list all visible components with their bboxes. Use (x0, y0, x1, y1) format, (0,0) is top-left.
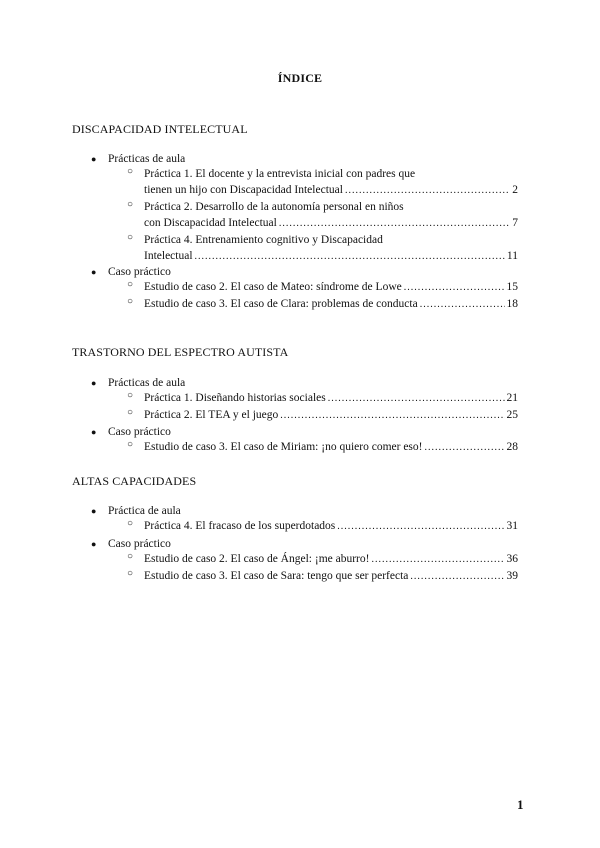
dot-leader (404, 280, 505, 296)
bullet-icon: ● (91, 267, 97, 277)
dot-leader (337, 519, 504, 535)
circle-bullet-icon: ○ (127, 199, 134, 210)
toc-page-number: 18 (506, 298, 518, 310)
toc-entry-text: Práctica 4. El fracaso de los superdotados (144, 520, 336, 532)
group-label (91, 505, 181, 517)
dot-leader (410, 569, 504, 585)
dot-leader (371, 552, 504, 568)
circle-bullet-icon: ○ (127, 296, 134, 307)
toc-entry[interactable] (127, 568, 518, 584)
toc-page-number: 7 (512, 217, 518, 229)
section-heading-discapacidad: DISCAPACIDAD INTELECTUAL (72, 122, 248, 136)
toc-page-number: 39 (506, 570, 518, 582)
toc-entry-text: tienen un hijo con Discapacidad Intelectual (144, 184, 343, 196)
group-label-text: Caso práctico (108, 426, 171, 438)
dot-leader (420, 297, 505, 313)
section-heading-altas: ALTAS CAPACIDADES (72, 474, 197, 488)
circle-bullet-icon: ○ (127, 551, 134, 562)
bullet-icon: ● (91, 154, 97, 164)
page-number: 1 (517, 797, 524, 812)
bullet-icon: ● (91, 506, 97, 516)
bullet-icon: ● (91, 378, 97, 388)
toc-page-number: 28 (506, 441, 518, 453)
toc-entry-text: Práctica 4. Entrenamiento cognitivo y Discapacidad (144, 234, 383, 246)
toc-page-number: 36 (506, 553, 518, 565)
group-label-text: Caso práctico (108, 266, 171, 278)
circle-bullet-icon: ○ (127, 279, 134, 290)
toc-entry[interactable] (127, 166, 518, 198)
toc-entry-text: Intelectual (144, 250, 193, 262)
circle-bullet-icon: ○ (127, 568, 134, 579)
group-label-text: Caso práctico (108, 538, 171, 550)
circle-bullet-icon: ○ (127, 390, 134, 401)
toc-entry[interactable] (127, 551, 518, 567)
group-label (91, 377, 185, 389)
toc-entry-text: Estudio de caso 3. El caso de Clara: problemas de conducta (144, 298, 418, 310)
page-title: ÍNDICE (277, 71, 323, 85)
group-label (91, 538, 171, 550)
group-label (91, 153, 185, 165)
dot-leader (328, 391, 505, 407)
toc-page-number: 25 (506, 409, 518, 421)
toc-entry-text: Estudio de caso 3. El caso de Miriam: ¡no quiero comer eso! (144, 441, 423, 453)
group-label-text: Prácticas de aula (108, 377, 186, 389)
section-heading-tea: TRASTORNO DEL ESPECTRO AUTISTA (72, 345, 289, 359)
toc-entry-text: Práctica 2. El TEA y el juego (144, 409, 279, 421)
toc-entry-text: con Discapacidad Intelectual (144, 217, 277, 229)
toc-entry[interactable] (127, 296, 518, 312)
group-label (91, 426, 171, 438)
toc-entry[interactable] (127, 232, 518, 264)
toc-page-number: 11 (506, 250, 518, 262)
bullet-icon: ● (91, 539, 97, 549)
toc-entry-text: Estudio de caso 3. El caso de Sara: tengo que ser perfecta (144, 570, 409, 582)
circle-bullet-icon: ○ (127, 407, 134, 418)
group-label-text: Práctica de aula (108, 505, 181, 517)
dot-leader (424, 440, 504, 456)
circle-bullet-icon: ○ (127, 439, 134, 450)
toc-entry[interactable] (127, 439, 518, 455)
dot-leader (280, 408, 504, 424)
toc-entry-text: Estudio de caso 2. El caso de Ángel: ¡me aburro! (144, 553, 370, 565)
group-label-text: Prácticas de aula (108, 153, 186, 165)
dot-leader (279, 216, 510, 232)
toc-page-number: 31 (506, 520, 518, 532)
toc-entry[interactable] (127, 518, 518, 534)
toc-entry-text: Práctica 1. El docente y la entrevista inicial con padres que (144, 168, 416, 180)
group-label (91, 266, 171, 278)
toc-page-number: 21 (506, 392, 518, 404)
toc-entry-text: Estudio de caso 2. El caso de Mateo: síndrome de Lowe (144, 281, 402, 293)
toc-entry[interactable] (127, 279, 518, 295)
toc-page-number: 2 (512, 184, 518, 196)
dot-leader (195, 249, 505, 265)
toc-entry-text: Práctica 1. Diseñando historias sociales (144, 392, 326, 404)
toc-page-number: 15 (506, 281, 518, 293)
bullet-icon: ● (91, 427, 97, 437)
toc-entry[interactable] (127, 407, 518, 423)
toc-entry[interactable] (127, 199, 518, 231)
dot-leader (345, 183, 510, 199)
circle-bullet-icon: ○ (127, 518, 134, 529)
circle-bullet-icon: ○ (127, 232, 134, 243)
toc-entry[interactable] (127, 390, 518, 406)
toc-entry-text: Práctica 2. Desarrollo de la autonomía personal en niños (144, 201, 404, 213)
circle-bullet-icon: ○ (127, 166, 134, 177)
